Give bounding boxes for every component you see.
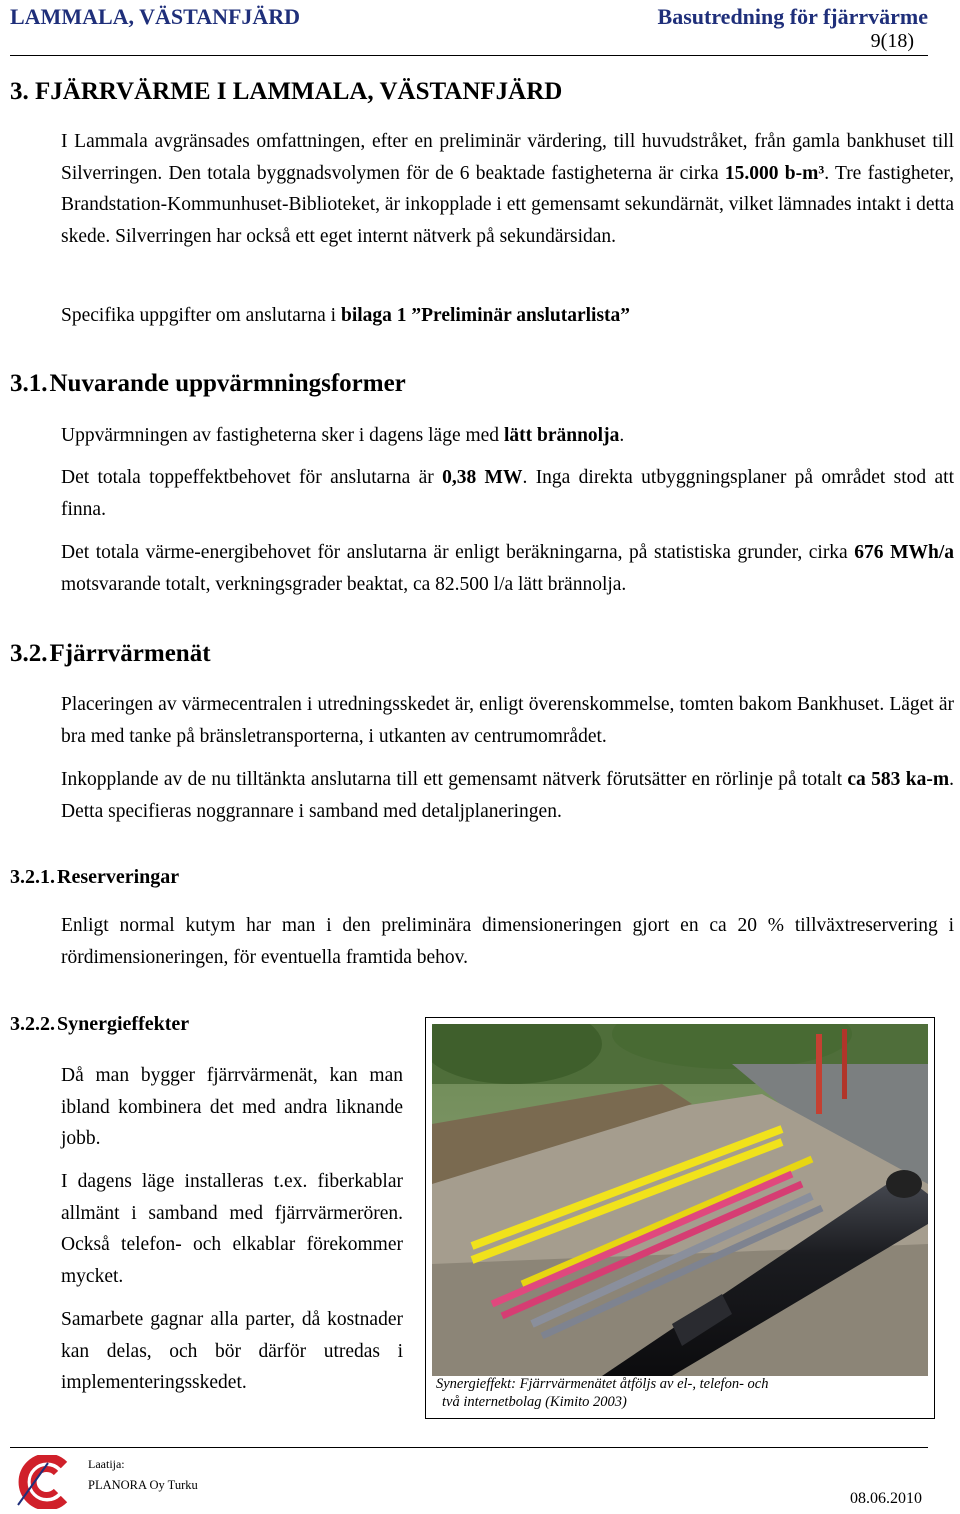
section-3-1-para-1: Uppvärmningen av fastigheterna sker i dagens läge med lätt brännolja. [61, 425, 625, 446]
figure-caption: Synergieffekt: Fjärrvärmenätet åtföljs av el-, telefon- och två internetbolag (Kimito 2003) [436, 1376, 769, 1410]
page-number: 9(18) [870, 30, 914, 52]
header-right: Basutredning för fjärrvärme [657, 4, 928, 29]
section-3-2-2-para-2: I dagens läge installeras t.ex. fiberkablar allmänt i samband med fjärrvärmerören. Också telefon- och elkablar förekommer mycket. [61, 1171, 403, 1287]
section-3-para-1: I Lammala avgränsades omfattningen, efter en preliminär värdering, till huvudstråket, från gamla bankhuset till Silverringen. Den totala byggnadsvolymen för de 6 beaktade fastigheterna är cirka 15.000 b-m³. Tre fastigheter, Brandstation-Kommunhuset-Biblioteket, är inkopplade i ett gemensamt sekundärnät, vilket lämnades intakt i detta skede. Silverringen har också ett eget internt nätverk på sekundärsidan. [61, 131, 954, 247]
section-3-2-para-1: Placeringen av värmecentralen i utredningsskedet är, enligt överenskommelse, tomten bakom Bankhuset. Läget är bra med tanke på bränsletransporterna, i utkanten av centrumområdet. [61, 694, 954, 747]
header-left: LAMMALA, VÄSTANFJÄRD [10, 4, 301, 29]
figure-frame [425, 1017, 935, 1419]
planora-logo [14, 1455, 72, 1509]
section-3-2-2-para-1: Då man bygger fjärrvärmenät, kan man ibland kombinera det med andra liknande jobb. [61, 1065, 403, 1149]
footer-date: 08.06.2010 [850, 1490, 922, 1507]
section-3-1-para-3: Det totala värme-energibehovet för anslutarna är enligt beräkningarna, på statistiska grunder, cirka 676 MWh/a motsvarande totalt, verkningsgrader beaktat, ca 82.500 l/a lätt brännolja. [61, 542, 955, 595]
section-3-1-heading: 3.1.Nuvarande uppvärmningsformer [10, 370, 406, 397]
pipe-trench-photo [432, 1024, 928, 1376]
section-3-2-heading: 3.2.Fjärrvärmenät [10, 640, 211, 667]
footer-company: PLANORA Oy Turku [88, 1478, 198, 1492]
section-3-para-2: Specifika uppgifter om anslutarna i bilaga 1 ”Preliminär anslutarlista” [61, 305, 631, 326]
section-3-2-2-heading: 3.2.2. Synergieffekter [10, 1013, 190, 1035]
header-rule [10, 55, 928, 56]
section-3-2-para-2: Inkopplande av de nu tilltänkta anslutarna till ett gemensamt nätverk förutsätter en rörlinje på totalt ca 583 ka-m. Detta specifieras noggrannare i samband med detaljplaneringen. [61, 769, 954, 822]
section-3-2-2-para-3: Samarbete gagnar alla parter, då kostnader kan delas, och bör därför utredas i implementeringsskedet. [61, 1309, 403, 1393]
section-3-2-1-heading: 3.2.1. Reserveringar [10, 866, 180, 888]
section-3-2-1-para-1: Enligt normal kutym har man i den preliminära dimensioneringen gjort en ca 20 % tillväxtreservering i rördimensioneringen, för eventuella framtida behov. [61, 915, 954, 968]
footer-rule [10, 1447, 928, 1448]
planora-logo-icon [14, 1455, 72, 1509]
section-3-heading: 3. FJÄRRVÄRME I LAMMALA, VÄSTANFJÄRD [10, 78, 563, 105]
section-3-1-para-2: Det totala toppeffektbehovet för anslutarna är 0,38 MW. Inga direkta utbyggningsplaner på området stod att finna. [61, 467, 954, 520]
footer-label: Laatija: [88, 1457, 125, 1471]
